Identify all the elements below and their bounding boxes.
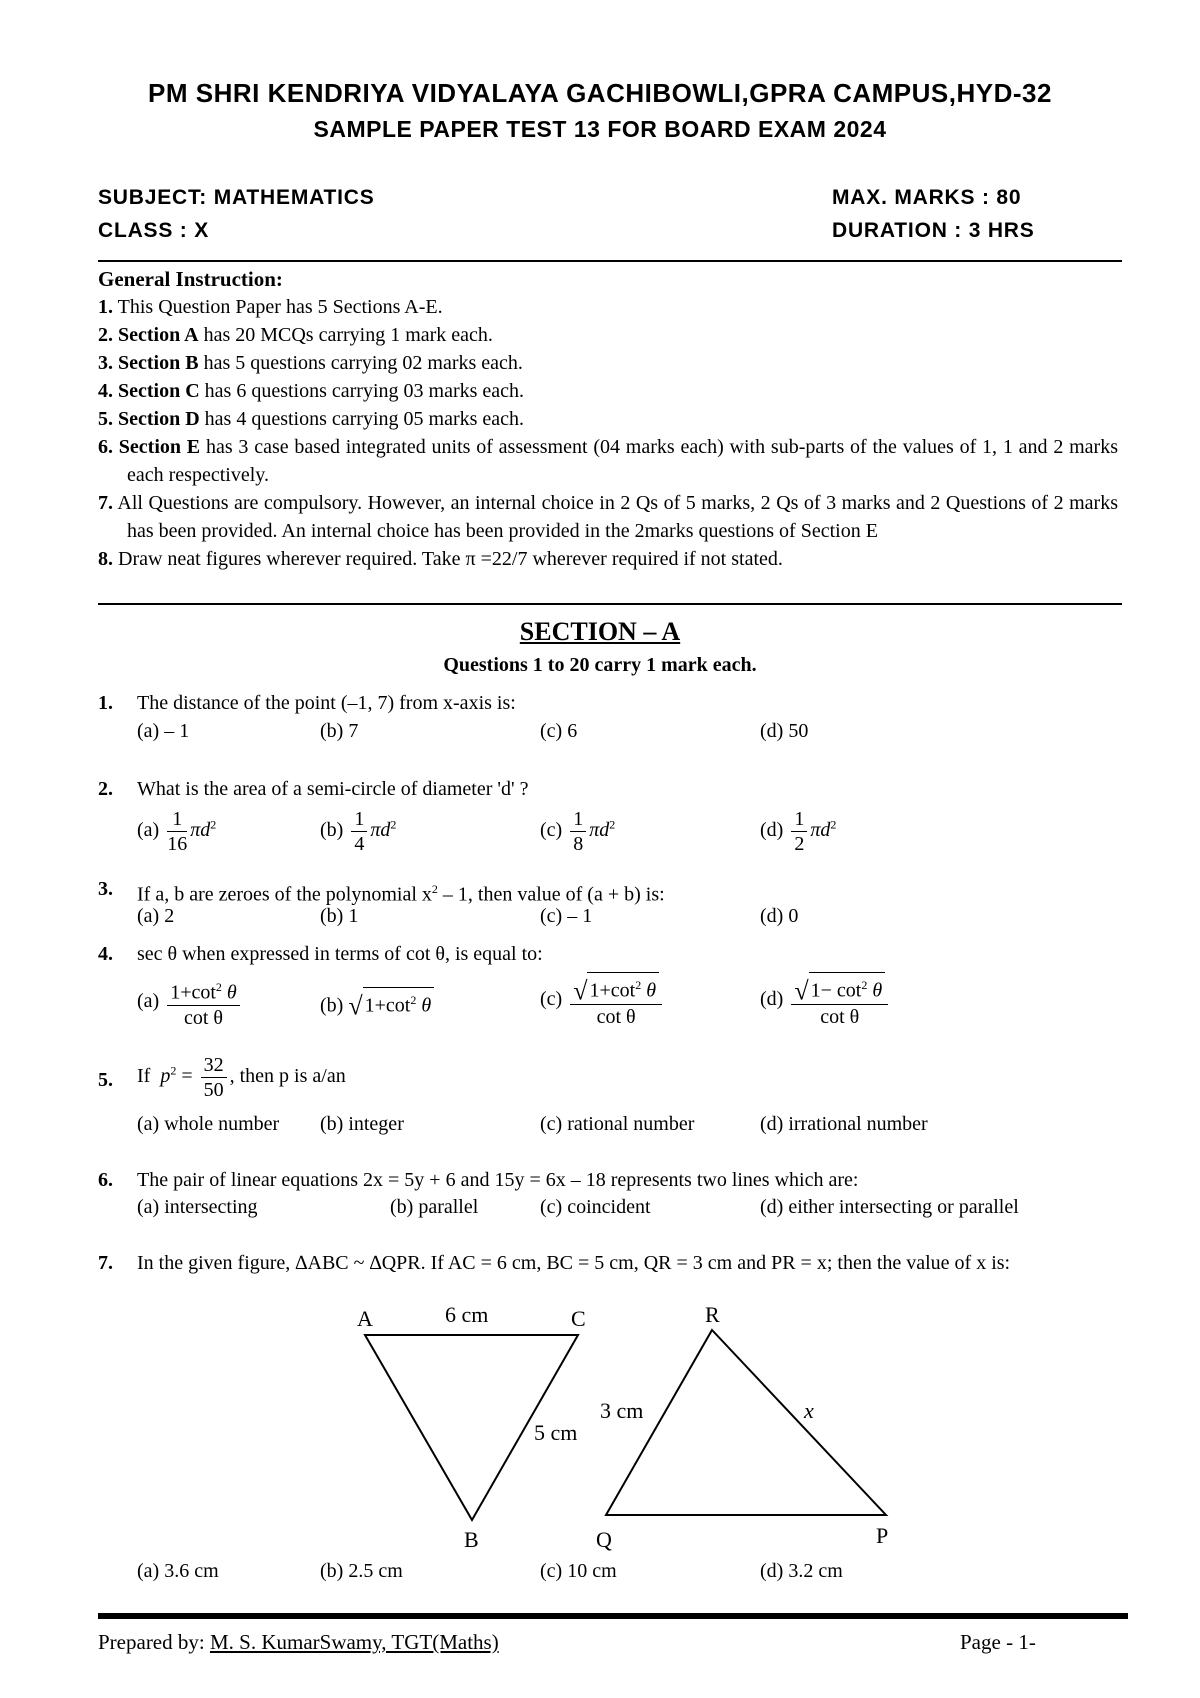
q2-option-c: (c) $\frac{1}{8}$ $\pi d^2$ — [540, 808, 616, 855]
q6-option-d: (d) either intersecting or parallel — [760, 1196, 1019, 1218]
q3-option-d: (d) 0 — [760, 905, 799, 927]
page-number: Page - 1- — [960, 1630, 1036, 1654]
q7-option-d: (d) 3.2 cm — [760, 1560, 843, 1582]
q1-option-c: (c) 6 — [540, 720, 578, 742]
q6-option-b: (b) parallel — [390, 1196, 479, 1218]
q4-option-c: (c) $\frac{√ 1+\cot^2 \theta}{\text{cot θ}}$ — [540, 972, 665, 1029]
q7-option-a: (a) 3.6 cm — [137, 1560, 219, 1582]
duration-label: DURATION : 3 HRS — [832, 219, 1035, 242]
max-marks-label: MAX. MARKS : 80 — [832, 186, 1022, 209]
q2-option-a: (a) $\frac{1}{16}$ $\pi d^2$ — [137, 808, 217, 855]
question-1-text: The distance of the point (–1, 7) from x-axis is: — [137, 692, 516, 714]
q1-option-a: (a) – 1 — [137, 720, 190, 742]
q5-option-c: (c) rational number — [540, 1113, 695, 1135]
q5-option-b: (b) integer — [320, 1113, 404, 1135]
q1-option-d: (d) 50 — [760, 720, 809, 742]
class-label: CLASS : X — [98, 219, 210, 242]
instruction-item: 6. Section E has 3 case based integrated units of assessment (04 marks each) with sub-parts of the values of 1, 1 and 2 marks each respectively. — [98, 436, 1118, 486]
footer-divider — [98, 1613, 1128, 1619]
school-name: PM SHRI KENDRIYA VIDYALAYA GACHIBOWLI,GPRA CAMPUS,HYD-32 — [148, 78, 1052, 108]
instruction-item: 3. Section B has 5 questions carrying 02 marks each. — [98, 352, 523, 374]
question-4: 4. — [98, 943, 113, 965]
question-2-text: What is the area of a semi-circle of diameter 'd' ? — [137, 778, 529, 800]
q3-option-b: (b) 1 — [320, 905, 359, 927]
question-3-text: If a, b are zeroes of the polynomial $x^2 - 1$, then value of (a + b) is: — [137, 882, 665, 906]
instruction-item: 8. Draw neat figures wherever required. Take π =22/7 wherever required if not stated. — [98, 548, 783, 570]
question-2: 2. — [98, 778, 113, 800]
q7-option-c: (c) 10 cm — [540, 1560, 617, 1582]
side-pr-label: x — [804, 1398, 814, 1423]
question-6-text: The pair of linear equations 2x = 5y + 6 and 15y = 6x – 18 represents two lines which are: — [137, 1169, 859, 1191]
side-ac-label: 6 cm — [445, 1302, 489, 1327]
q1-option-b: (b) 7 — [320, 720, 359, 742]
vertex-c-label: C — [571, 1306, 586, 1331]
question-5-text: If $p^2$ = $\frac{32}{50}$ , then p is a/an — [137, 1054, 346, 1101]
question-1: 1. — [98, 692, 113, 714]
q4-option-a: (a) $\frac{1+\cot^2 \theta}{\text{cot θ}}$ — [137, 975, 243, 1030]
side-bc-label: 5 cm — [534, 1420, 578, 1445]
question-4-text: sec θ when expressed in terms of cot θ, is equal to: — [137, 943, 543, 965]
vertex-a-label: A — [357, 1306, 373, 1331]
instruction-item: 2. Section A has 20 MCQs carrying 1 mark each. — [98, 324, 493, 346]
question-5: 5. — [98, 1069, 113, 1091]
instruction-item: 7. All Questions are compulsory. However, an internal choice in 2 Qs of 5 marks, 2 Qs of 3 marks and 2 Questions of 2 marks has been provided. An internal choice has been provided in the 2marks questions of Section E — [98, 492, 1118, 542]
section-title: SECTION – A — [519, 617, 681, 646]
instruction-item: 4. Section C has 6 questions carrying 03 marks each. — [98, 380, 525, 402]
q2-option-b: (b) $\frac{1}{4}$ $\pi d^2$ — [320, 808, 397, 855]
vertex-r-label: R — [705, 1302, 720, 1327]
q5-option-a: (a) whole number — [137, 1113, 280, 1135]
question-7-text: In the given figure, ∆ABC ~ ∆QPR. If AC = 6 cm, BC = 5 cm, QR = 3 cm and PR = x; then the value of x is: — [137, 1252, 1011, 1274]
vertex-p-label: P — [876, 1523, 889, 1548]
q4-option-d: (d) $\frac{√ 1- \cot^2 \theta}{\text{cot θ}}$ — [760, 972, 891, 1029]
q5-option-d: (d) irrational number — [760, 1113, 928, 1135]
q3-option-c: (c) – 1 — [540, 905, 593, 927]
question-6: 6. — [98, 1169, 113, 1191]
prepared-by: Prepared by: M. S. KumarSwamy, TGT(Maths) — [98, 1630, 499, 1654]
q3-option-a: (a) 2 — [137, 905, 175, 927]
triangle-qpr — [606, 1330, 886, 1515]
q4-option-b: (b) √ $1+\cot^2$ θ — [320, 987, 434, 1020]
q7-option-b: (b) 2.5 cm — [320, 1560, 403, 1582]
q6-option-c: (c) coincident — [540, 1196, 651, 1218]
vertex-b-label: B — [464, 1527, 479, 1552]
q2-option-d: (d) $\frac{1}{2}$ $\pi d^2$ — [760, 808, 837, 855]
instructions-title: General Instruction: — [98, 267, 283, 291]
question-7: 7. — [98, 1252, 113, 1274]
side-qr-label: 3 cm — [600, 1398, 644, 1423]
q6-option-a: (a) intersecting — [137, 1196, 258, 1218]
question-3: 3. — [98, 878, 113, 900]
exam-title: SAMPLE PAPER TEST 13 FOR BOARD EXAM 2024 — [313, 116, 887, 142]
instruction-item: 1. This Question Paper has 5 Sections A-E. — [98, 296, 443, 318]
author-name: M. S. KumarSwamy, TGT(Maths) — [209, 1630, 499, 1654]
section-subtitle: Questions 1 to 20 carry 1 mark each. — [443, 654, 757, 676]
vertex-q-label: Q — [596, 1527, 612, 1552]
subject-label: SUBJECT: MATHEMATICS — [98, 186, 375, 209]
instruction-item: 5. Section D has 4 questions carrying 05 marks each. — [98, 408, 525, 430]
